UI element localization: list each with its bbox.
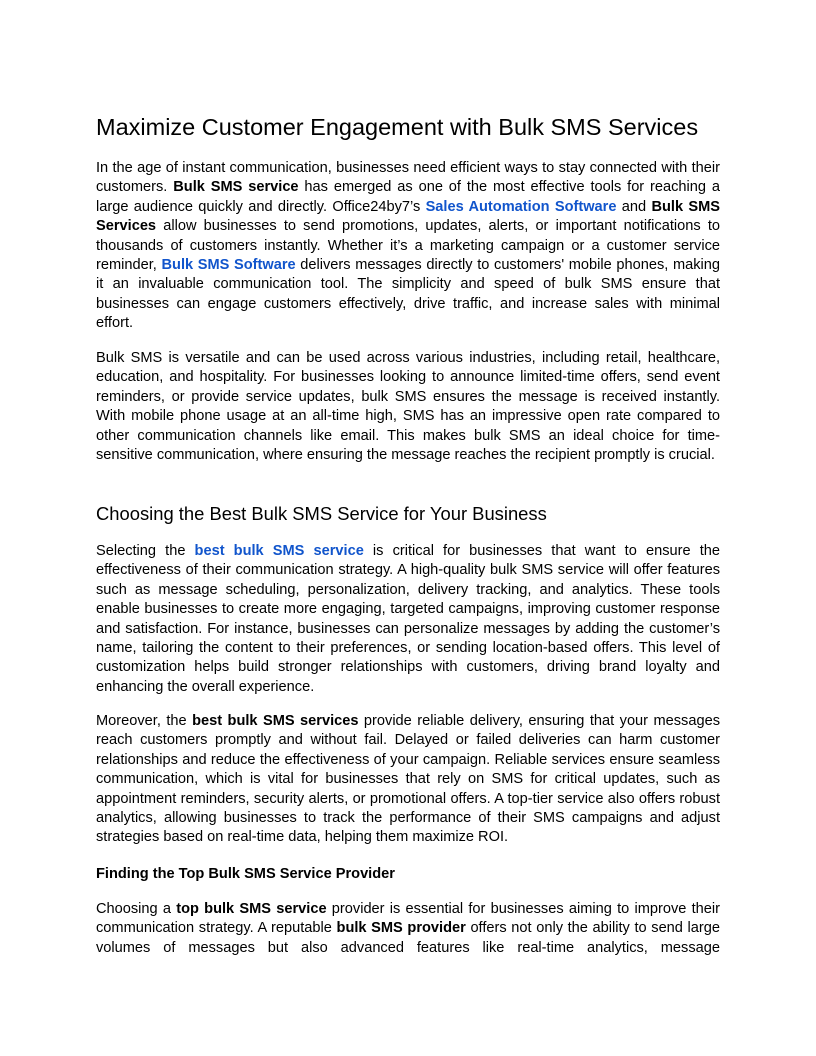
paragraph-intro (96, 159, 720, 334)
bold-text: bulk SMS provider (336, 920, 466, 937)
paragraph-provider (96, 900, 720, 958)
bold-text: best bulk SMS services (192, 713, 359, 729)
bold-text: Bulk SMS Services (96, 198, 720, 235)
text: provide reliable delivery, ensuring that your messages reach customers promptly and without fail. Delayed or failed deliveries can harm customer relationships and reduce the effectiveness of your campaign. Reliable services ensure seamless communication, which is vital for businesses that rely on SMS for critical updates, such as appointment reminders, security alerts, or promotional offers. A top-tier service also offers robust analytics, allowing businesses to track the performance of their SMS campaigns and adjust strategies based on real-time data, helping them maximize ROI. (96, 713, 720, 846)
section-heading: Choosing the Best Bulk SMS Service for Your Business (96, 503, 547, 524)
link-sales-automation-software[interactable]: Sales Automation Software (425, 198, 617, 215)
text: In the age of instant communication, businesses need efficient ways to stay connected with their customers. (96, 160, 720, 196)
text: is critical for businesses that want to ensure the effectiveness of their communication strategy. A high-quality bulk SMS service will offer features such as message scheduling, personalization, delivery tracking, and analytics. These tools enable businesses to create more engaging, targeted campaigns, improving customer response and satisfaction. For instance, businesses can personalize messages by adding the customer’s name, tailoring the content to their preferences, or sending location-based offers. This level of customization helps build stronger relationships with customers, driving brand loyalty and enhancing the overall experience. (96, 543, 720, 695)
subsection-heading: Finding the Top Bulk SMS Service Provider (96, 866, 395, 882)
text: offers not only the ability to send large volumes of messages but also advanced features like real-time analytics, message (96, 920, 720, 956)
page-title: Maximize Customer Engagement with Bulk SMS Services (96, 114, 699, 140)
paragraph-versatility (96, 349, 720, 465)
text: delivers messages directly to customers' mobile phones, making it an invaluable communication tool. The simplicity and speed of bulk SMS ensure that businesses can engage customers effectively, drive traffic, and increase sales with minimal effort. (96, 257, 720, 332)
text: Choosing a (96, 901, 177, 917)
text: has emerged as one of the most effective tools for reaching a large audience quickly and directly. Office24by7’s (96, 179, 721, 215)
link-best-bulk-sms-service[interactable]: best bulk SMS service (194, 543, 364, 559)
paragraph-reliability (96, 712, 720, 848)
link-bulk-sms-software[interactable]: Bulk SMS Software (161, 257, 296, 274)
bold-text: Bulk SMS service (173, 179, 299, 196)
text: Selecting the (96, 543, 195, 559)
text: provider is essential for businesses aiming to improve their communication strategy. A reputable (96, 901, 721, 937)
text: Bulk SMS is versatile and can be used across various industries, including retail, healthcare, education, and hospitality. For businesses looking to announce limited-time offers, send event reminders, or provide service updates, bulk SMS ensures the message is received instantly. With mobile phone usage at an all-time high, SMS has an impressive open rate compared to other communication channels like email. This makes bulk SMS an ideal choice for time-sensitive communication, where ensuring the message reaches the recipient promptly is crucial. (96, 350, 720, 464)
text: Moreover, the (96, 713, 193, 729)
bold-text: top bulk SMS service (176, 901, 327, 917)
text: allow businesses to send promotions, updates, alerts, or important notifications to thousands of customers instantly. Whether it’s a marketing campaign or a customer service reminder, (96, 218, 720, 274)
text: and (616, 198, 652, 215)
paragraph-selecting (96, 542, 720, 697)
